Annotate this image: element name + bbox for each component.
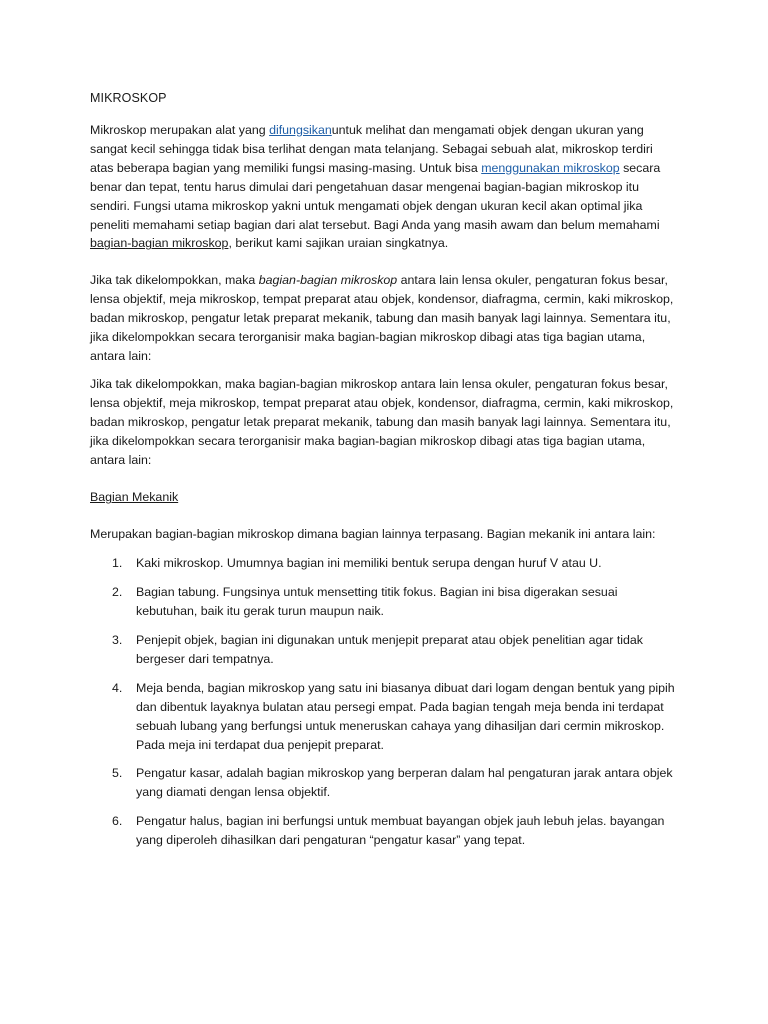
parts-text-2: antara lain lensa okuler, pengaturan fokus besar, lensa objektif, meja mikroskop, tempat preparat atau objek, kondensor, diafragma, cermin, kaki mikroskop, badan mikroskop, pengatur letak preparat mekanik, tabung dan masih banyak lagi lainnya. Sementara itu, jika dikelompokkan secara terorganisir maka bagian-bagian mikroskop dibagi atas tiga bagian utama, antara lain: [90,273,674,363]
list-number: 6. [112,814,123,829]
parts-paragraph-1 [90,271,676,366]
list-number: 3. [112,633,123,648]
link-menggunakan-mikroskop[interactable]: menggunakan mikroskop [481,160,620,175]
list-item [90,631,676,669]
list-number: 5. [112,766,123,781]
list-number: 1. [112,556,123,571]
list-item-text: Penjepit objek, bagian ini digunakan untuk menjepit preparat atau objek penelitian agar tidak bergeser dari tempatnya. [136,633,643,666]
intro-paragraph [90,121,676,253]
list-item-text: Meja benda, bagian mikroskop yang satu ini biasanya dibuat dari logam dengan bentuk yang pipih dan dibentuk layaknya bulatan atau persegi empat. Pada bagian tengah meja benda ini terdapat sebuah lubang yang berfungsi untuk meneruskan cahaya yang dihasiljan dari cermin mikroskop. Pada meja ini terdapat dua penjepit preparat. [136,680,675,752]
list-item-text: Pengatur kasar, adalah bagian mikroskop yang berperan dalam hal pengaturan jarak antara objek yang diamati dengan lensa objektif. [136,766,673,800]
list-number: 2. [112,585,123,600]
list-item-text: Kaki mikroskop. Umumnya bagian ini memiliki bentuk serupa dengan huruf V atau U. [136,556,602,571]
mechanical-parts-list [90,554,676,850]
intro-text-4: , berikut kami sajikan uraian singkatnya. [228,236,449,251]
parts-text-1: Jika tak dikelompokkan, maka [90,273,259,288]
intro-text-3: secara benar dan tepat, tentu harus dimulai dari pengetahuan dasar mengenai bagian-bagian mikroskop itu sendiri. Fungsi utama mikroskop yakni untuk mengamati objek dengan ukuran kecil akan optimal jika peneliti memahami setiap bagian dari alat tersebut. Bagi Anda yang masih awam dan belum memahami [90,160,661,232]
list-item [90,583,676,621]
section-intro: Merupakan bagian-bagian mikroskop dimana bagian lainnya terpasang. Bagian mekanik ini antara lain: [90,527,656,542]
italic-phrase: bagian-bagian mikroskop [258,273,398,288]
list-number: 4. [112,680,123,695]
list-item [90,679,676,755]
list-item [90,554,676,573]
intro-text-1: Mikroskop merupakan alat yang [90,123,270,137]
underlined-phrase: bagian-bagian mikroskop [90,236,229,251]
section-title: Bagian Mekanik [90,490,179,505]
list-item [90,812,676,850]
link-difungsikan[interactable]: difungsikan [269,123,332,137]
document-title: MIKROSKOP [90,91,167,105]
list-item-text: Pengatur halus, bagian ini berfungsi untuk membuat bayangan objek jauh lebuh jelas. bayangan yang diperoleh dihasilkan dari pengaturan “pengatur kasar” yang tepat. [136,814,665,848]
list-item-text: Bagian tabung. Fungsinya untuk mensetting titik fokus. Bagian ini bisa digerakan sesuai kebutuhan, baik itu gerak turun maupun naik. [136,585,618,619]
intro-text-2: untuk melihat dan mengamati objek dengan ukuran yang sangat kecil sehingga tidak bisa terlihat dengan mata telanjang. Sebagai sebuah alat, mikroskop terdiri atas beberapa bagian yang memiliki fungsi masing-masing. Untuk bisa [90,123,653,175]
list-item [90,764,676,802]
parts-paragraph-2: Jika tak dikelompokkan, maka bagian-bagian mikroskop antara lain lensa okuler, pengaturan fokus besar, lensa objektif, meja mikroskop, tempat preparat atau objek, kondensor, diafragma, cermin, kaki mikroskop, badan mikroskop, pengatur letak preparat mekanik, tabung dan masih banyak lagi lainnya. Sementara itu, jika dikelompokkan secara terorganisir maka bagian-bagian mikroskop dibagi atas tiga bagian utama, antara lain: [90,376,674,467]
